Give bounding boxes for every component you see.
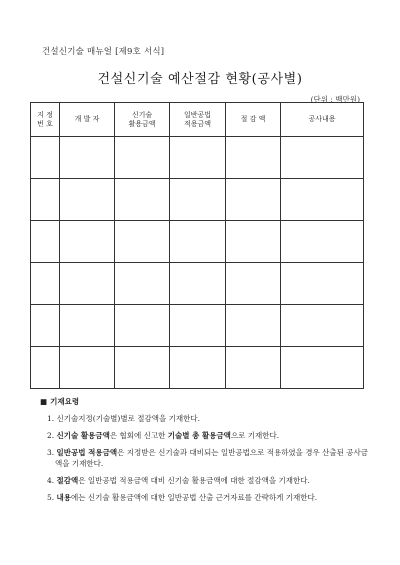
table-cell[interactable] bbox=[226, 263, 281, 305]
instruction-item bbox=[47, 413, 370, 424]
instruction-number: 4. bbox=[47, 476, 57, 485]
budget-table bbox=[30, 102, 364, 389]
table-cell[interactable] bbox=[115, 347, 170, 389]
table-cell[interactable] bbox=[281, 347, 364, 389]
instruction-number: 5. bbox=[47, 493, 57, 502]
table-cell[interactable] bbox=[170, 137, 226, 179]
table-header-row bbox=[31, 103, 364, 137]
instruction-text: 은 지정받은 신기술과 대비되는 일반공법으로 적용하였을 경우 산출된 공사금액을 기재한다. bbox=[55, 448, 369, 468]
table-cell[interactable] bbox=[226, 347, 281, 389]
instruction-text: 신기술지정(기술별)별로 절감액을 기재한다. bbox=[56, 414, 200, 423]
table-cell[interactable] bbox=[115, 179, 170, 221]
table-cell[interactable] bbox=[281, 263, 364, 305]
instruction-text: 은 일반공법 적용금액 대비 신기술 활용금액에 대한 절감액을 기재한다. bbox=[78, 476, 310, 485]
column-header: 공사내용 bbox=[281, 103, 364, 137]
instruction-emphasis: 일반공법 적용금액 bbox=[56, 448, 118, 457]
column-header: 절 감 액 bbox=[226, 103, 281, 137]
table-cell[interactable] bbox=[226, 137, 281, 179]
table-cell[interactable] bbox=[60, 179, 115, 221]
table-cell[interactable] bbox=[170, 263, 226, 305]
table-cell[interactable] bbox=[60, 221, 115, 263]
instruction-number: 2. bbox=[47, 431, 57, 440]
table-row bbox=[31, 137, 364, 179]
instruction-emphasis: 절감액 bbox=[56, 476, 79, 485]
instruction-item bbox=[47, 430, 370, 441]
instruction-number: 1. bbox=[47, 414, 57, 423]
square-bullet-icon: ■ bbox=[40, 397, 48, 406]
table-cell[interactable] bbox=[31, 179, 60, 221]
table-cell[interactable] bbox=[60, 305, 115, 347]
unit-note: (단위 : 백만원) bbox=[310, 95, 360, 104]
instruction-number: 3. bbox=[47, 448, 57, 457]
table-cell[interactable] bbox=[226, 305, 281, 347]
table-cell[interactable] bbox=[60, 347, 115, 389]
table-cell[interactable] bbox=[170, 221, 226, 263]
table-cell[interactable] bbox=[115, 305, 170, 347]
table-cell[interactable] bbox=[170, 305, 226, 347]
column-header: 개 발 자 bbox=[60, 103, 115, 137]
table-row bbox=[31, 347, 364, 389]
table-cell[interactable] bbox=[60, 137, 115, 179]
table-cell[interactable] bbox=[226, 221, 281, 263]
instructions-title: ■ 기재요령 bbox=[40, 397, 80, 406]
table-cell[interactable] bbox=[281, 221, 364, 263]
table-cell[interactable] bbox=[281, 179, 364, 221]
table-cell[interactable] bbox=[115, 221, 170, 263]
instructions-section bbox=[40, 396, 370, 509]
instructions-list bbox=[40, 413, 370, 503]
table-cell[interactable] bbox=[31, 137, 60, 179]
table-cell[interactable] bbox=[31, 221, 60, 263]
document-title: 건설신기술 예산절감 현황(공사별) bbox=[97, 72, 303, 87]
table-cell[interactable] bbox=[170, 179, 226, 221]
table-cell[interactable] bbox=[281, 305, 364, 347]
column-header: 지 정 번 호 bbox=[31, 103, 60, 137]
manual-header: 건설신기술 매뉴얼 [제9호 서식] bbox=[42, 47, 165, 57]
table-row bbox=[31, 221, 364, 263]
instruction-text: 은 협회에 신고한 bbox=[109, 431, 168, 440]
table-row bbox=[31, 305, 364, 347]
table-body bbox=[31, 137, 364, 389]
table-cell[interactable] bbox=[31, 347, 60, 389]
column-header: 일반공법 적용금액 bbox=[170, 103, 226, 137]
instruction-item bbox=[47, 492, 370, 503]
instruction-text: 에는 신기술 활용금액에 대한 일반공법 산출 근거자료를 간략하게 기재한다. bbox=[71, 493, 318, 502]
table-row bbox=[31, 179, 364, 221]
table-cell[interactable] bbox=[31, 263, 60, 305]
table-cell[interactable] bbox=[170, 347, 226, 389]
column-header: 신기술 활용금액 bbox=[115, 103, 170, 137]
table-cell[interactable] bbox=[60, 263, 115, 305]
table-cell[interactable] bbox=[226, 179, 281, 221]
instruction-emphasis: 내용 bbox=[56, 493, 72, 502]
instruction-emphasis: 기술별 총 활용금액 bbox=[167, 431, 231, 440]
table-cell[interactable] bbox=[115, 137, 170, 179]
instruction-text: 으로 기재한다. bbox=[230, 431, 280, 440]
table-cell[interactable] bbox=[31, 305, 60, 347]
table-cell[interactable] bbox=[115, 263, 170, 305]
table-row bbox=[31, 263, 364, 305]
instruction-item bbox=[47, 475, 370, 486]
table-cell[interactable] bbox=[281, 137, 364, 179]
instruction-item bbox=[47, 447, 370, 469]
instruction-emphasis: 신기술 활용금액 bbox=[56, 431, 110, 440]
